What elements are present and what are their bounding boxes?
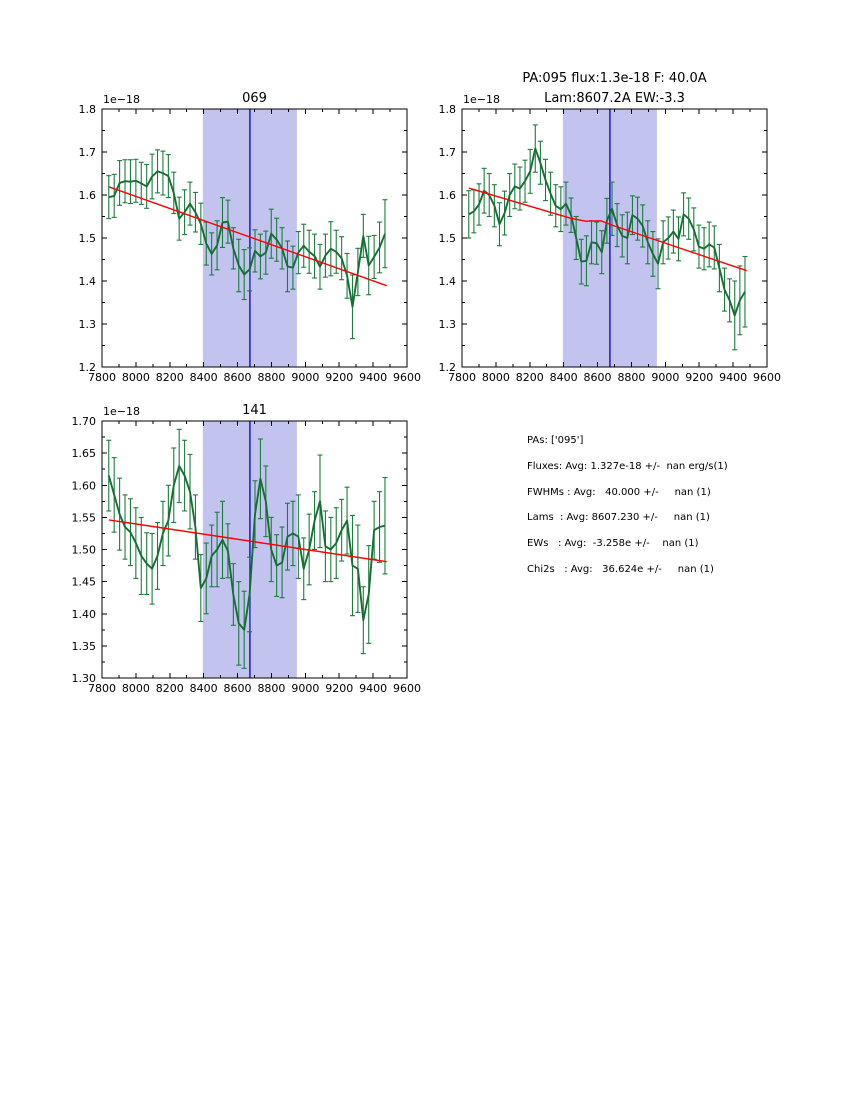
y-tick-label: 1.55 xyxy=(71,511,96,525)
y-tick-label: 1.8 xyxy=(78,103,96,116)
x-tick-label: 7800 xyxy=(448,371,476,384)
y-tick-label: 1.3 xyxy=(78,318,96,331)
y-tick-label: 1.7 xyxy=(438,146,456,159)
stat-line-fluxes: Fluxes: Avg: 1.327e-18 +/- nan erg/s(1) xyxy=(527,460,728,472)
x-tick-label: 9400 xyxy=(719,371,748,384)
x-tick-label: 8200 xyxy=(155,371,184,384)
x-tick-label: 8200 xyxy=(155,682,184,695)
chart-title xyxy=(242,403,267,418)
y-axis-offset-label: 1e−18 xyxy=(463,93,500,106)
x-tick-label: 9200 xyxy=(685,371,714,384)
y-tick-label: 1.7 xyxy=(78,146,96,159)
x-tick-label: 7800 xyxy=(88,371,116,384)
y-tick-label: 1.6 xyxy=(78,189,96,202)
y-tick-label: 1.5 xyxy=(438,232,456,245)
plot-095 xyxy=(404,63,785,395)
y-tick-label: 1.70 xyxy=(71,415,96,428)
x-tick-label: 8800 xyxy=(617,371,646,384)
y-tick-label: 1.8 xyxy=(438,103,456,116)
y-tick-label: 1.3 xyxy=(438,318,456,331)
x-tick-label: 9000 xyxy=(651,371,680,384)
x-tick-label: 8000 xyxy=(121,682,150,695)
x-tick-label: 7800 xyxy=(88,682,116,695)
y-tick-label: 1.35 xyxy=(71,639,96,653)
x-tick-label: 8600 xyxy=(223,682,252,695)
x-tick-label: 9600 xyxy=(393,371,421,384)
stat-line-chi2s: Chi2s : Avg: 36.624e +/- nan (1) xyxy=(527,563,714,575)
chart-svg-pa-069 xyxy=(44,63,425,395)
stat-line-fwhms: FWHMs : Avg: 40.000 +/- nan (1) xyxy=(527,486,711,498)
y-tick-label: 1.50 xyxy=(71,543,96,557)
y-tick-label: 1.45 xyxy=(71,575,96,589)
stat-line-lams: Lams : Avg: 8607.230 +/- nan (1) xyxy=(527,512,710,524)
y-axis-offset-label: 1e−18 xyxy=(103,93,140,106)
chart-svg-pa-095 xyxy=(404,63,785,395)
y-tick-label: 1.30 xyxy=(71,672,96,685)
chart-title-line: 069 xyxy=(242,91,267,106)
x-tick-label: 9200 xyxy=(325,371,354,384)
y-tick-label: 1.40 xyxy=(71,607,96,621)
x-tick-label: 9400 xyxy=(359,682,388,695)
y-tick-label: 1.2 xyxy=(78,361,96,374)
y-tick-label: 1.60 xyxy=(71,479,96,493)
x-tick-label: 8600 xyxy=(583,371,612,384)
y-tick-label: 1.5 xyxy=(78,232,96,245)
x-tick-label: 8400 xyxy=(549,371,578,384)
x-tick-label: 8800 xyxy=(257,371,286,384)
x-tick-label: 9200 xyxy=(325,682,354,695)
chart-title-line: PA:095 flux:1.3e-18 F: 40.0A xyxy=(522,71,707,86)
x-tick-label: 9600 xyxy=(393,682,421,695)
x-tick-label: 9400 xyxy=(359,371,388,384)
x-tick-label: 8000 xyxy=(481,371,510,384)
x-tick-label: 8000 xyxy=(121,371,150,384)
chart-title xyxy=(522,71,706,106)
y-tick-label: 1.2 xyxy=(438,361,456,374)
chart-title xyxy=(242,91,267,106)
stats-panel xyxy=(527,428,728,583)
x-tick-label: 9000 xyxy=(291,682,320,695)
x-tick-label: 9000 xyxy=(291,371,320,384)
x-tick-label: 8600 xyxy=(223,371,252,384)
x-tick-label: 8800 xyxy=(257,682,286,695)
chart-title-line: Lam:8607.2A EW:-3.3 xyxy=(544,91,685,106)
y-tick-label: 1.4 xyxy=(438,275,456,288)
chart-title-line: 141 xyxy=(242,403,267,418)
x-tick-label: 8400 xyxy=(189,682,218,695)
x-tick-label: 9600 xyxy=(753,371,781,384)
y-tick-label: 1.4 xyxy=(78,275,96,288)
x-tick-label: 8400 xyxy=(189,371,218,384)
stat-line-pas: PAs: ['095'] xyxy=(527,435,584,446)
y-tick-label: 1.6 xyxy=(438,189,456,202)
chart-svg-pa-141 xyxy=(44,375,425,706)
y-tick-label: 1.65 xyxy=(71,447,96,461)
y-axis-offset-label: 1e−18 xyxy=(103,405,140,418)
x-tick-label: 8200 xyxy=(515,371,544,384)
plot-141 xyxy=(44,375,425,706)
stat-line-ews: EWs : Avg: -3.258e +/- nan (1) xyxy=(527,538,699,550)
plot-069 xyxy=(44,63,425,395)
